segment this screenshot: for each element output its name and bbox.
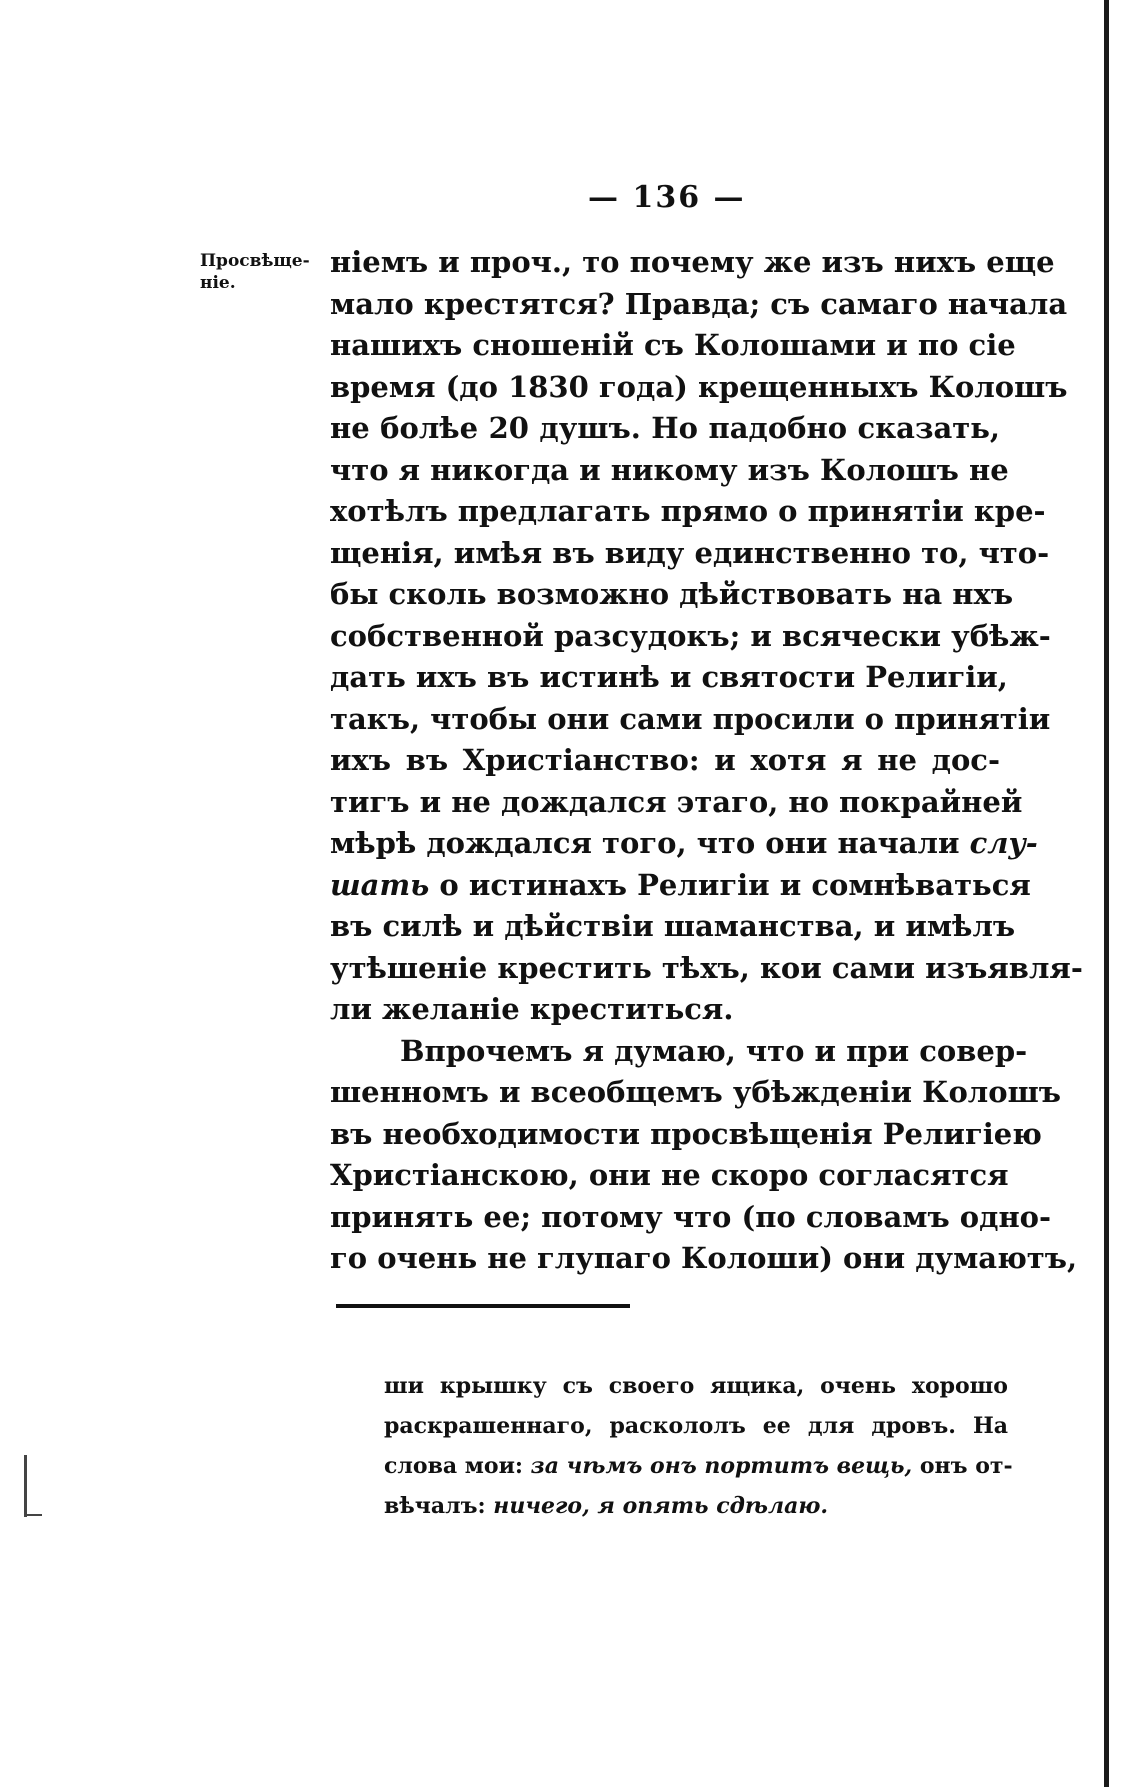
scan-mark-foot	[24, 1514, 42, 1516]
footnote-separator	[336, 1304, 630, 1308]
paragraph-line: Христіанскою, они не скоро согласятся	[330, 1158, 1009, 1192]
text-line: въ силѣ и дѣйствіи шаманства, и имѣлъ	[330, 909, 1016, 943]
margin-note: Просвѣще-ніе.	[200, 251, 310, 293]
footnote	[384, 1366, 1013, 1526]
paragraph-line: принять ее; потому что (по словамъ одно-	[330, 1199, 1052, 1234]
footnote-line	[384, 1446, 1013, 1486]
text-line: хотѣлъ предлагать прямо о принятіи кре-	[330, 494, 1046, 528]
paragraph-line: Впрочемъ я думаю, что и при совер-	[400, 1033, 1028, 1068]
main-text	[330, 242, 1083, 1280]
text-run: онъ от-	[912, 1453, 1013, 1479]
page-number: — 136 —	[588, 180, 746, 215]
scan-mark	[24, 1455, 27, 1517]
text-line	[330, 865, 1031, 907]
text-line: ихъ въ Христіанство: и хотя я не дос-	[330, 743, 1000, 777]
text-line: нашихъ сношеній съ Колошами и по сіе	[330, 328, 1016, 362]
text-run: слова мои:	[384, 1453, 531, 1479]
text-line: бы сколь возможно дѣйствовать на нхъ	[330, 577, 1014, 611]
text-line: дать ихъ въ истинѣ и святости Религіи,	[330, 660, 1008, 694]
text-run: вѣчалъ:	[384, 1493, 494, 1519]
italic-run: шать	[330, 867, 430, 902]
footnote-line: раскрашеннаго, раскололъ ее для дровъ. На	[384, 1413, 1008, 1439]
text-line: что я никогда и никому изъ Колошъ не	[330, 452, 1009, 487]
footnote-line: ши крышку съ своего ящика, очень хорошо	[384, 1373, 1008, 1399]
italic-run: слу-	[969, 826, 1038, 860]
italic-run: ничего, я опять сдѣлаю.	[493, 1493, 829, 1519]
text-line: утѣшеніе крестить тѣхъ, кои сами изъявля-	[330, 950, 1083, 985]
text-line	[330, 823, 1038, 865]
paragraph-line: шенномъ и всеобщемъ убѣжденіи Колошъ	[330, 1075, 1061, 1109]
text-run: мѣрѣ дождался того, что они начали	[330, 826, 960, 860]
text-line: ли желаніе креститься.	[330, 992, 734, 1026]
text-line: не болѣе 20 душъ. Но падобно сказать,	[330, 411, 1000, 445]
text-line: время (до 1830 года) крещенныхъ Колошъ	[330, 369, 1068, 404]
text-line: мало крестятся? Правда; съ самаго начала	[330, 286, 1068, 321]
text-line: щенія, имѣя въ виду единственно то, что-	[330, 535, 1050, 570]
text-line: ніемъ и проч., то почему же изъ нихъ еще	[330, 245, 1055, 279]
text-line: тигъ и не дождался этаго, но покрайней	[330, 784, 1023, 819]
paragraph-line: въ необходимости просвѣщенія Религіею	[330, 1116, 1042, 1151]
text-line: собственной разсудокъ; и всячески убѣж-	[330, 618, 1051, 653]
footnote-line	[384, 1486, 1008, 1526]
paragraph-line: го очень не глупаго Колоши) они думаютъ,	[330, 1241, 1078, 1275]
text-line: такъ, чтобы они сами просили о принятіи	[330, 701, 1051, 736]
page-edge-rule	[1104, 0, 1109, 1787]
text-run: о истинахъ Религіи и сомнѣваться	[429, 867, 1031, 902]
italic-run: за чѣмъ онъ портитъ вещь,	[530, 1453, 913, 1479]
